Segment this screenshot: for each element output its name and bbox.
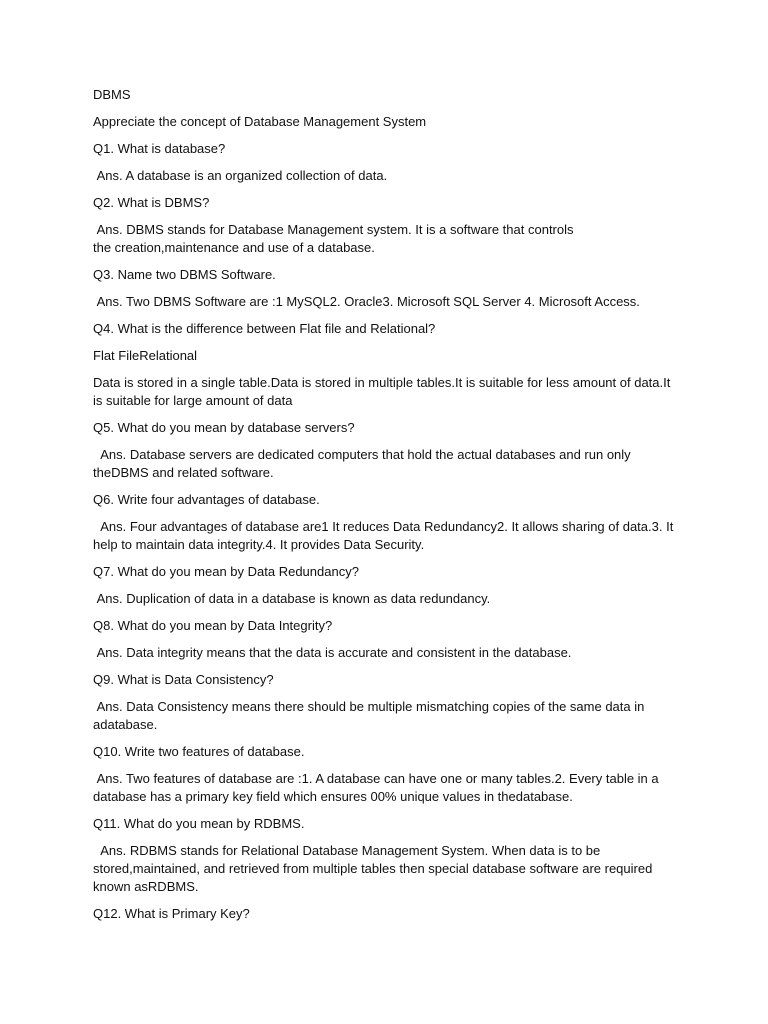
- answer-6: Ans. Four advantages of database are1 It reduces Data Redundancy2. It allows sharing of data.3. It help to maintain data integrity.4. It provides Data Security.: [93, 519, 677, 552]
- answer-4: Data is stored in a single table.Data is stored in multiple tables.It is suitable for less amount of data.It is suitable for large amount of data: [93, 375, 674, 408]
- question-7: Q7. What do you mean by Data Redundancy?: [93, 564, 359, 579]
- answer-2-line-2: the creation,maintenance and use of a database.: [93, 240, 375, 255]
- answer-2: [93, 221, 679, 257]
- question-9: Q9. What is Data Consistency?: [93, 672, 274, 687]
- question-5: Q5. What do you mean by database servers?: [93, 420, 355, 435]
- answer-8: Ans. Data integrity means that the data is accurate and consistent in the database.: [93, 645, 572, 660]
- question-3: Q3. Name two DBMS Software.: [93, 267, 276, 282]
- answer-5: Ans. Database servers are dedicated computers that hold the actual databases and run only theDBMS and related software.: [93, 447, 635, 480]
- document-subtitle: Appreciate the concept of Database Management System: [93, 114, 427, 129]
- answer-2-line-1: Ans. DBMS stands for Database Management system. It is a software that controls: [93, 222, 574, 237]
- question-1: Q1. What is database?: [93, 141, 226, 156]
- question-11: Q11. What do you mean by RDBMS.: [93, 816, 305, 831]
- document-title: DBMS: [93, 87, 131, 102]
- answer-4-header: Flat FileRelational: [93, 348, 198, 363]
- question-6: Q6. Write four advantages of database.: [93, 492, 320, 507]
- question-10: Q10. Write two features of database.: [93, 744, 305, 759]
- answer-3: Ans. Two DBMS Software are :1 MySQL2. Oracle3. Microsoft SQL Server 4. Microsoft Access.: [93, 294, 640, 309]
- answer-10: Ans. Two features of database are :1. A database can have one or many tables.2. Every table in a database has a primary key field which ensures 00% unique values in thedatabase.: [93, 771, 663, 804]
- answer-9: Ans. Data Consistency means there should be multiple mismatching copies of the same data in adatabase.: [93, 699, 648, 732]
- answer-11: Ans. RDBMS stands for Relational Database Management System. When data is to be stored,maintained, and retrieved from multiple tables then special database software are required known asRDBMS.: [93, 843, 656, 894]
- document-body: [93, 86, 679, 932]
- question-2: Q2. What is DBMS?: [93, 195, 210, 210]
- answer-7: Ans. Duplication of data in a database is known as data redundancy.: [93, 591, 491, 606]
- question-8: Q8. What do you mean by Data Integrity?: [93, 618, 333, 633]
- answer-1: Ans. A database is an organized collection of data.: [93, 168, 388, 183]
- question-12: Q12. What is Primary Key?: [93, 906, 250, 921]
- question-4: Q4. What is the difference between Flat file and Relational?: [93, 321, 436, 336]
